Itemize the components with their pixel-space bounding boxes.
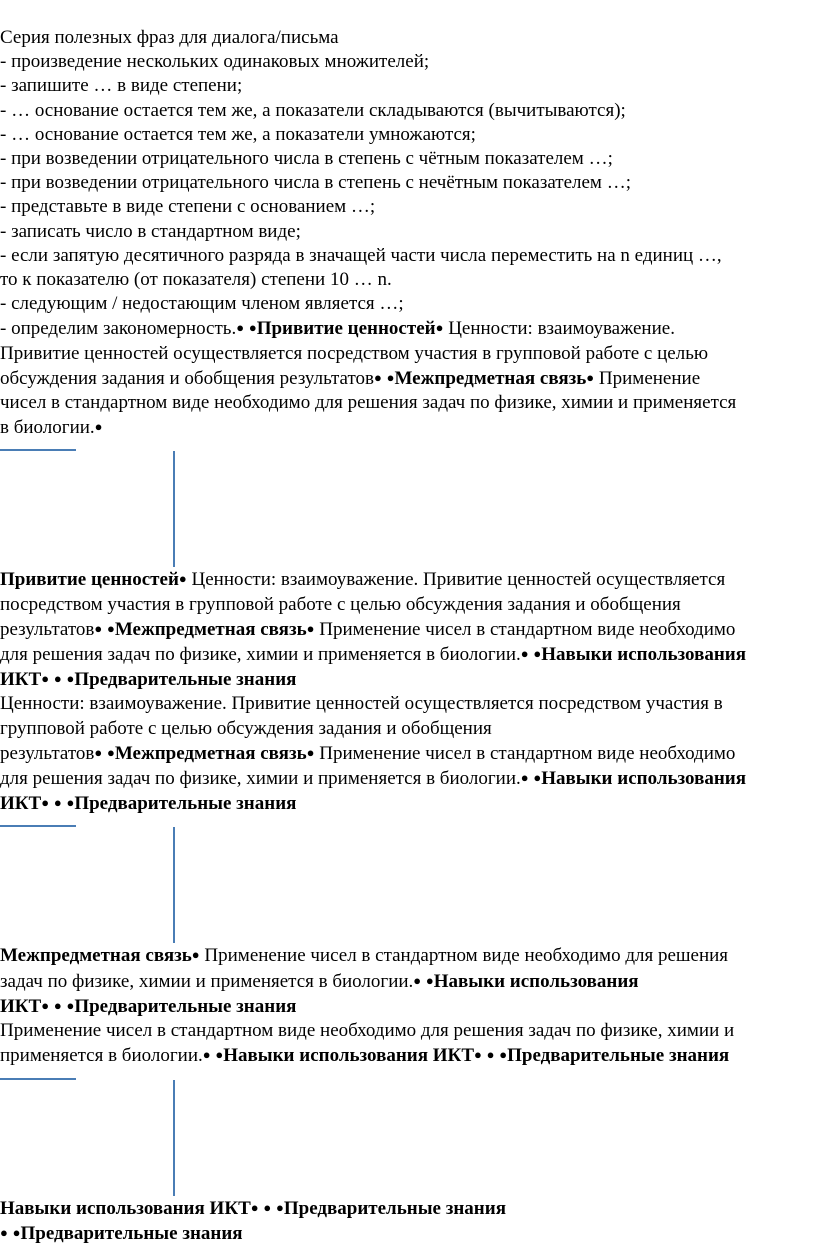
- bullet-icon: ●: [435, 320, 444, 336]
- interdisciplinary-text: для решения задач по физике, химии и применяется в биологии.: [0, 768, 521, 790]
- values-text: Ценности: взаимоуважение. Привитие ценностей осуществляется: [191, 569, 726, 591]
- bullet-icon: ●: [106, 620, 115, 636]
- bullet-icon: ●: [41, 795, 50, 811]
- bullet-icon: ●: [306, 620, 315, 636]
- heading-ict: Навыки использования ИКТ: [0, 1197, 251, 1219]
- bullet-icon: ●: [474, 1047, 482, 1063]
- interdisciplinary-line: [0, 766, 816, 791]
- ict-line: [0, 1196, 816, 1221]
- heading-interdisciplinary: Межпредметная связь: [0, 945, 192, 967]
- bullet-icon: ●: [66, 795, 75, 811]
- heading-prior: Предварительные знания: [283, 1197, 506, 1219]
- phrase-item: - произведение нескольких одинаковых множителей;: [0, 51, 430, 73]
- bullet-icon: ●: [53, 997, 62, 1013]
- bullet-icon: ●: [178, 571, 187, 587]
- bullet-icon: ●: [413, 972, 422, 988]
- bullet-icon: ●: [53, 671, 62, 687]
- heading-interdisciplinary: Межпредметная связь: [394, 367, 587, 389]
- values-line: [0, 567, 816, 592]
- values-text-line: [0, 366, 816, 391]
- heading-interdisciplinary: Межпредметная связь: [114, 742, 307, 764]
- heading-prior: Предварительные знания: [74, 669, 297, 691]
- bullet-icon: ●: [41, 671, 50, 687]
- phrase-item: - при возведении отрицательного числа в степень с чётным показателем …;: [0, 148, 613, 170]
- heading-prior: Предварительные знания: [20, 1222, 243, 1244]
- values-line: [0, 741, 816, 766]
- values-line: [0, 617, 816, 642]
- bullet-icon: ●: [41, 997, 50, 1013]
- heading-values: Привитие ценностей: [256, 318, 436, 340]
- phrase-item: - если запятую десятичного разряда в значащей части числа переместить на n единиц …,: [0, 244, 722, 266]
- interdisciplinary-line: [0, 642, 816, 667]
- ict-line: [0, 791, 816, 816]
- bullet-icon: ●: [533, 770, 542, 786]
- interdisciplinary-text-line: [0, 415, 816, 440]
- phrase-item: - запишите … в виде степени;: [0, 75, 243, 97]
- divider-vertical: [173, 827, 175, 943]
- interdisciplinary-text: применяется в биологии.: [0, 1045, 203, 1067]
- interdisciplinary-text: Применение чисел в стандартном виде необходимо для решения: [204, 945, 729, 967]
- bullet-icon: ●: [374, 369, 382, 385]
- interdisciplinary-text: для решения задач по физике, химии и применяется в биологии.: [0, 644, 521, 666]
- bullet-icon: ●: [425, 972, 434, 988]
- interdisciplinary-text: задач по физике, химии и применяется в биологии.: [0, 970, 414, 992]
- bullet-icon: ●: [306, 744, 315, 760]
- bullet-icon: ●: [520, 646, 529, 662]
- heading-prior: Предварительные знания: [507, 1045, 730, 1067]
- values-text-line: групповой работе с целью обсуждения задания и обобщения: [0, 717, 492, 739]
- values-text-line: Привитие ценностей осуществляется посредством участия в групповой работе с целью: [0, 342, 709, 364]
- bullet-icon: ●: [202, 1047, 211, 1063]
- divider-horizontal: [0, 1078, 76, 1080]
- bullet-icon: ●: [94, 620, 103, 636]
- heading-ict: Навыки использования ИКТ: [223, 1045, 475, 1067]
- values-text: Ценности: взаимоуважение.: [448, 318, 675, 340]
- document-page: [0, 26, 816, 1246]
- interdisciplinary-section: [0, 943, 816, 1068]
- phrase-item: - при возведении отрицательного числа в степень с нечётным показателем …;: [0, 172, 631, 194]
- bullet-icon: ●: [191, 947, 200, 963]
- bullet-icon: ●: [486, 1047, 495, 1063]
- last-phrase-text: - определим закономерность.: [0, 318, 237, 340]
- interdisciplinary-text: Применение: [598, 367, 701, 389]
- ict-line: [0, 667, 816, 692]
- bullet-icon: ●: [586, 369, 595, 385]
- values-text-line: посредством участия в групповой работе с целью обсуждения задания и обобщения: [0, 593, 681, 615]
- phrase-item: - … основание остается тем же, а показатели складываются (вычитываются);: [0, 99, 626, 121]
- bullet-icon: ●: [53, 795, 62, 811]
- bullet-icon: ●: [499, 1047, 508, 1063]
- interdisciplinary-line: [0, 943, 816, 968]
- heading-ict: Навыки использования: [541, 644, 747, 666]
- interdisciplinary-text-line: Применение чисел в стандартном виде необходимо для решения задач по физике, химии и: [0, 1020, 735, 1042]
- heading-prior: Предварительные знания: [74, 995, 297, 1017]
- bullet-icon: ●: [106, 744, 115, 760]
- bullet-icon: ●: [250, 1199, 259, 1215]
- phrase-item-last: [0, 316, 816, 341]
- phrase-item: - представьте в виде степени с основанием …;: [0, 196, 376, 218]
- phrases-section: [0, 26, 816, 440]
- bullet-icon: ●: [0, 1224, 8, 1240]
- divider-horizontal: [0, 825, 76, 827]
- prior-line: [0, 1221, 816, 1246]
- heading-prior: Предварительные знания: [74, 793, 297, 815]
- section-divider: [0, 1069, 816, 1196]
- section-divider: [0, 816, 816, 943]
- interdisciplinary-line: [0, 969, 816, 994]
- values-section: [0, 567, 816, 816]
- bullet-icon: ●: [236, 320, 245, 336]
- heading-ict: ИКТ: [0, 995, 42, 1017]
- phrase-item: - … основание остается тем же, а показатели умножаются;: [0, 123, 476, 145]
- phrase-item: то к показателю (от показателя) степени 10 … n.: [0, 269, 392, 291]
- interdisciplinary-text-line: чисел в стандартном виде необходимо для решения задач по физике, химии и применяется: [0, 392, 737, 414]
- section-divider: [0, 440, 816, 567]
- phrase-item: - записать число в стандартном виде;: [0, 220, 301, 242]
- interdisciplinary-line: [0, 1043, 816, 1068]
- bullet-icon: ●: [533, 646, 542, 662]
- divider-horizontal: [0, 449, 76, 451]
- divider-vertical: [173, 1080, 175, 1196]
- bullet-icon: ●: [12, 1224, 21, 1240]
- phrases-title: Серия полезных фраз для диалога/письма: [0, 27, 339, 48]
- interdisciplinary-text: в биологии.: [0, 417, 95, 439]
- interdisciplinary-text: Применение чисел в стандартном виде необходимо: [319, 618, 736, 640]
- values-text-line: Ценности: взаимоуважение. Привитие ценностей осуществляется посредством участия в: [0, 693, 723, 715]
- values-text: результатов: [0, 742, 95, 764]
- heading-ict: Навыки использования: [433, 970, 639, 992]
- bullet-icon: ●: [520, 770, 529, 786]
- heading-ict: ИКТ: [0, 669, 42, 691]
- values-text: обсуждения задания и обобщения результатов: [0, 367, 375, 389]
- bullet-icon: ●: [66, 671, 75, 687]
- bullet-icon: ●: [66, 997, 75, 1013]
- bullet-icon: ●: [276, 1199, 284, 1215]
- heading-ict: Навыки использования: [541, 768, 747, 790]
- bullet-icon: ●: [386, 369, 395, 385]
- bullet-icon: ●: [248, 320, 257, 336]
- bullet-icon: ●: [94, 744, 103, 760]
- bullet-icon: ●: [263, 1199, 272, 1215]
- interdisciplinary-text: Применение чисел в стандартном виде необходимо: [319, 742, 736, 764]
- bullet-icon: ●: [94, 419, 103, 435]
- heading-values: Привитие ценностей: [0, 569, 179, 591]
- values-text: результатов: [0, 618, 95, 640]
- ict-line: [0, 994, 816, 1019]
- heading-ict: ИКТ: [0, 793, 42, 815]
- ict-section: [0, 1196, 816, 1246]
- heading-interdisciplinary: Межпредметная связь: [114, 618, 307, 640]
- bullet-icon: ●: [215, 1047, 224, 1063]
- divider-vertical: [173, 451, 175, 567]
- phrase-item: - следующим / недостающим членом является …;: [0, 293, 404, 315]
